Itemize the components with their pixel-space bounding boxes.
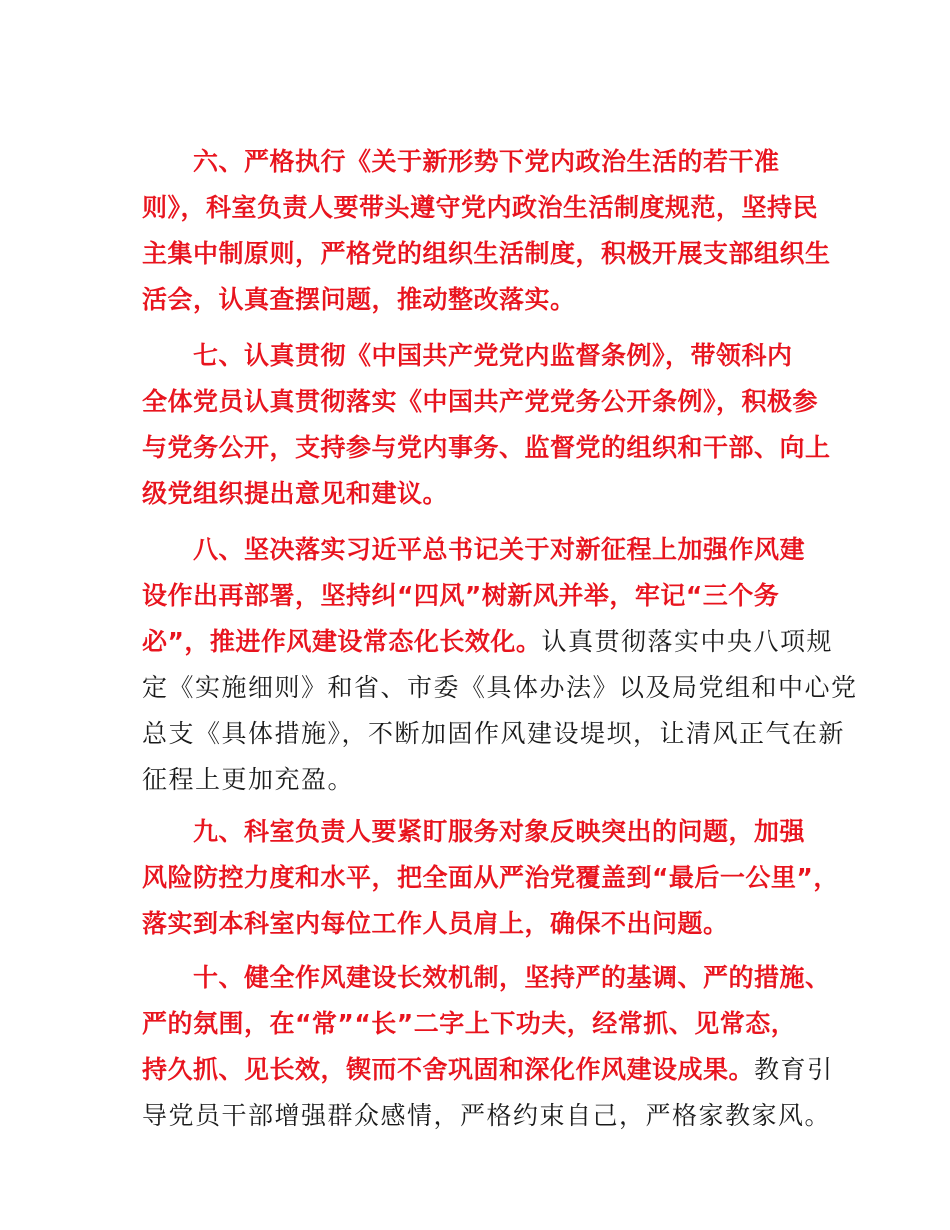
paragraph-6-line-3 [142,234,842,274]
paragraph-8-line-1 [193,530,893,570]
red-text: 九、科室负责人要紧盯服务对象反映突出的问题，加强 [193,817,806,846]
paragraph-6-line-1 [193,142,893,182]
red-text: 全体党员认真贯彻落实《中国共产党党务公开条例》，积极参 [142,387,819,416]
black-text: 导党员干部增强群众感情，严格约束自己，严格家教家风。 [142,1101,832,1130]
red-text: 严的氛围，在“常”“长”二字上下功夫，经常抓、见常态， [142,1009,797,1038]
paragraph-6-line-4 [142,280,842,320]
black-text: 征程上更加充盈。 [142,765,355,794]
paragraph-9-line-1 [193,812,893,852]
red-text: 与党务公开，支持参与党内事务、监督党的组织和干部、向上 [142,433,831,462]
paragraph-7-line-2 [142,382,842,422]
red-text: 设作出再部署，坚持纠“四风”树新风并举，牢记“三个务 [142,581,780,610]
paragraph-7-line-4 [142,474,842,514]
paragraph-6-line-2 [142,188,842,228]
black-text: 定《实施细则》和省、市委《具体办法》以及局党组和中心党 [142,673,858,702]
red-text: 持久抓、见长效，锲而不舍巩固和深化作风建设成果。 [142,1055,755,1084]
red-text: 必”，推进作风建设常态化长效化。 [142,627,542,656]
red-text: 活会，认真查摆问题，推动整改落实。 [142,285,576,314]
paragraph-7-line-1 [193,336,893,376]
paragraph-8-line-3 [142,622,842,662]
black-text: 认真贯彻落实中央八项规 [541,627,833,656]
paragraph-8-line-2 [142,576,842,616]
black-text: 总支《具体措施》，不断加固作风建设堤坝，让清风正气在新 [142,719,846,748]
paragraph-8-line-6 [142,760,842,800]
paragraph-8-line-5 [142,714,846,754]
red-text: 主集中制原则，严格党的组织生活制度，积极开展支部组织生 [142,239,831,268]
red-text: 六、严格执行《关于新形势下党内政治生活的若干准 [193,147,780,176]
paragraph-9-line-3 [142,904,842,944]
paragraph-10-line-4 [142,1096,842,1136]
red-text: 八、坚决落实习近平总书记关于对新征程上加强作风建 [193,535,806,564]
red-text: 七、认真贯彻《中国共产党党内监督条例》，带领科内 [193,341,793,370]
paragraph-10-line-1 [193,958,893,998]
red-text: 风险防控力度和水平，把全面从严治党覆盖到“最后一公里”， [142,863,839,892]
paragraph-10-line-3 [142,1050,842,1090]
red-text: 则》，科室负责人要带头遵守党内政治生活制度规范，坚持民 [142,193,819,222]
red-text: 十、健全作风建设长效机制，坚持严的基调、严的措施、 [193,963,831,992]
red-text: 落实到本科室内每位工作人员肩上，确保不出问题。 [142,909,729,938]
paragraph-8-line-4 [142,668,858,708]
paragraph-7-line-3 [142,428,842,468]
paragraph-10-line-2 [142,1004,842,1044]
paragraph-9-line-2 [142,858,842,898]
red-text: 级党组织提出意见和建议。 [142,479,449,508]
black-text: 教育引 [754,1055,834,1084]
